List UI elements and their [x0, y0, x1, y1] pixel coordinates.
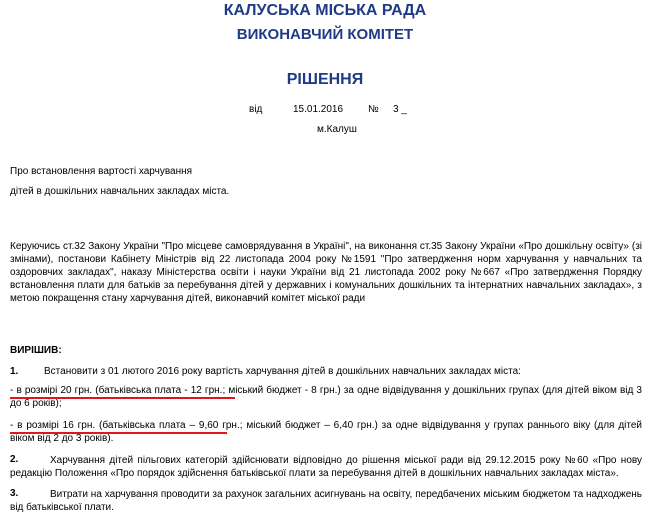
committee-title: ВИКОНАВЧИЙ КОМІТЕТ — [236, 26, 414, 43]
council-title: КАЛУСЬКА МІСЬКА РАДА — [223, 2, 427, 19]
item-3-text: Витрати на харчування проводити за рахунок загальних асигнувань на освіту, передбачених міським бюджетом та надходжень від батьківської плати. — [10, 489, 642, 513]
date-label: від — [249, 104, 263, 115]
document-date: 15.01.2016 — [293, 104, 344, 115]
red-underline-1 — [10, 397, 235, 399]
item-2-number: 2. — [10, 454, 19, 465]
item-1a-text: - в розмірі 20 грн. (батьківська плата - 12 грн.; міський бюджет - 8 грн.) за одне відвідування у дошкільних групах (для дітей віком від 3 до 6 років); — [10, 385, 642, 409]
resolved-heading: ВИРІШИВ: — [10, 345, 62, 356]
item-1-number: 1. — [10, 366, 19, 377]
number-label: № — [368, 104, 379, 115]
item-3-number: 3. — [10, 488, 19, 499]
red-underline-2 — [10, 432, 227, 434]
document-type-title: РІШЕННЯ — [286, 71, 364, 88]
subject-line-2: дітей в дошкільних навчальних закладах міста. — [10, 186, 230, 197]
subject-line-1: Про встановлення вартості харчування — [10, 166, 193, 177]
item-1-text: Встановити з 01 лютого 2016 року вартість харчування дітей в дошкільних навчальних закладах міста: — [44, 366, 521, 377]
item-2-text: Харчування дітей пільгових категорій здійснювати відповідно до рішення міської ради від 29.12.2015 року №60 «Про нову редакцію Положення «Про порядок здійснення батьківської плати за перебування дітей в дошкільних навчальних закладах міста». — [10, 455, 642, 479]
item-1b-text: - в розмірі 16 грн. (батьківська плата – 9,60 грн.; міський бюджет – 6,40 грн.) за одне відвідування у групах раннього віку (для дітей віком від 2 до 3 років). — [10, 420, 642, 444]
city-name: м.Калуш — [317, 124, 357, 135]
document-number: 3 _ — [393, 104, 407, 115]
preamble-paragraph: Керуючись ст.32 Закону України "Про місцеве самоврядування в Україні", на виконання ст.35 Закону України «Про дошкільну освіту» (зі змінами), постанови Кабінету Міністрів від 22 листопада 2004 року №1591 "Про затвердження норм харчування у навчальних та оздоровчих закладах", наказу Міністерства освіти і науки України від 21 листопада 2002 року №667 «Про затвердження Порядку встановлення плати для батьків за перебування дітей у державних і комунальних дошкільних та інтернатних навчальних закладах», з метою покращення стану харчування дітей, виконавчий комітет міської ради — [10, 241, 642, 304]
